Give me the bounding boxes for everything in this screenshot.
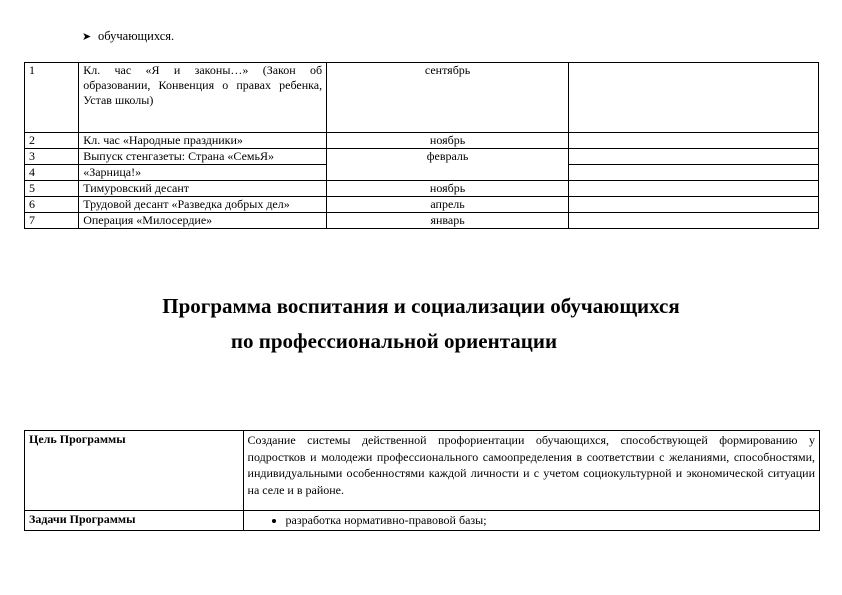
event-date: сентябрь [327,63,569,133]
empty-cell [569,213,819,229]
table-row [25,149,819,165]
goal-text: Создание системы действенной профориентации обучающихся, способствующей формированию у подростков и молодежи профессионального самоопределения в соответствии с желаниями, способностями, индивидуальными особенностями каждой личности и с учетом социокультурной и экономической ситуации на селе и в районе. [243,431,819,511]
table-row [25,511,820,531]
event-date: ноябрь [327,181,569,197]
list-item: • разработка нормативно-правовой базы; [286,512,815,529]
row-number: 3 [25,149,79,165]
event-name: Выпуск стенгазеты: Страна «СемьЯ» [79,149,327,165]
event-name: Кл. час «Я и законы…» (Закон об образовании, Конвенция о правах ребенка, Устав школы) [79,63,327,133]
row-number: 2 [25,133,79,149]
intro-bullet-item [82,29,174,44]
tasks-label: Задачи Программы [25,511,244,531]
event-name: Кл. час «Народные праздники» [79,133,327,149]
empty-cell [569,149,819,165]
table-row [25,197,819,213]
row-number: 7 [25,213,79,229]
tasks-cell [243,511,819,531]
event-date: апрель [327,197,569,213]
event-date: февраль [327,149,569,181]
event-date: ноябрь [327,133,569,149]
program-title-line-1: Программа воспитания и социализации обучающихся [162,294,680,318]
row-number: 1 [25,63,79,133]
empty-cell [569,197,819,213]
table-row [25,431,820,511]
table-row [25,133,819,149]
event-name: «Зарница!» [79,165,327,181]
program-table [24,430,820,531]
event-name: Операция «Милосердие» [79,213,327,229]
event-name: Трудовой десант «Разведка добрых дел» [79,197,327,213]
table-row [25,63,819,133]
goal-label: Цель Программы [25,431,244,511]
table-row [25,181,819,197]
event-name: Тимуровский десант [79,181,327,197]
tasks-list [248,512,815,529]
empty-cell [569,181,819,197]
row-number: 5 [25,181,79,197]
event-date: январь [327,213,569,229]
empty-cell [569,133,819,149]
row-number: 4 [25,165,79,181]
table-row [25,213,819,229]
empty-cell [569,63,819,133]
intro-bullet-text: обучающихся. [98,29,175,43]
empty-cell [569,165,819,181]
row-number: 6 [25,197,79,213]
program-title-line-2: по профессиональной ориентации [230,329,558,353]
events-table [24,62,819,229]
arrow-bullet-icon: ➤ [82,31,92,43]
